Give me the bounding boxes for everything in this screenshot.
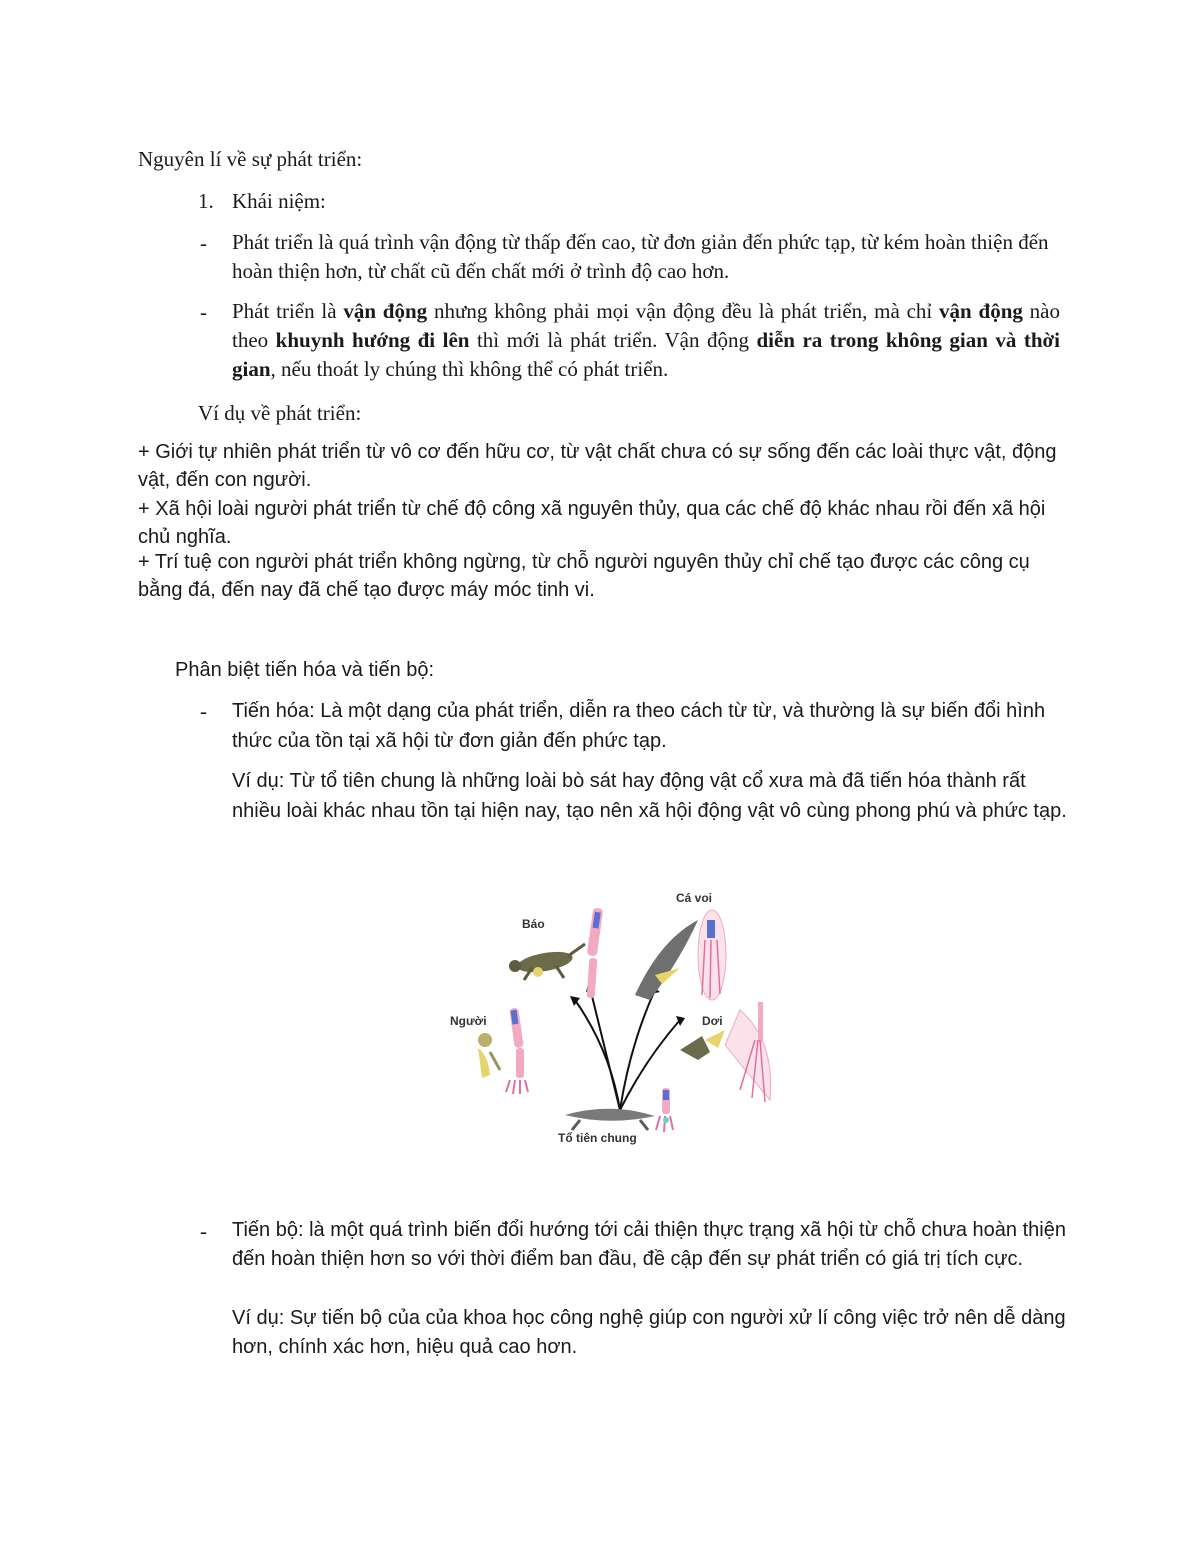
bat-illustration bbox=[680, 1030, 725, 1060]
section-number: 1. bbox=[198, 189, 214, 213]
cheetah-limb-bones bbox=[587, 908, 604, 999]
bat-wing-bones bbox=[725, 1002, 771, 1102]
progress-definition: Tiến bộ: là một quá trình biến đổi hướng tới cải thiện thực trạng xã hội từ chỗ chưa hoàn thiện đến hoàn thiện hơn so với thời điểm ban đầu, đề cập đến sự phát triển có giá trị tích cực. bbox=[232, 1219, 1066, 1270]
text-run: nào theo bbox=[232, 299, 1060, 352]
progress-example: Ví dụ: Sự tiến bộ của của khoa học công nghệ giúp con người xử lí công việc trở nên dễ dàng hơn, chính xác hơn, hiệu quả cao hơn. bbox=[232, 1307, 1066, 1358]
label-ancestor: Tổ tiên chung bbox=[558, 1131, 637, 1145]
bullet-dash: - bbox=[200, 300, 207, 324]
example-item-2: + Xã hội loài người phát triển từ chế độ công xã nguyên thủy, qua các chế độ khác nhau rồi đến xã hội chủ nghĩa. bbox=[138, 498, 1046, 548]
section-title: Khái niệm: bbox=[232, 189, 326, 213]
bold-run: diễn ra trong không gian và thời gian bbox=[232, 328, 1061, 381]
label-cheetah: Báo bbox=[522, 917, 545, 931]
bold-run: vận động bbox=[343, 299, 428, 323]
label-whale: Cá voi bbox=[676, 891, 713, 905]
human-illustration bbox=[478, 1033, 500, 1078]
definition-paragraph-2 bbox=[232, 297, 1060, 384]
text-run: , nếu thoát ly chúng thì không thể có phát triển. bbox=[270, 357, 669, 381]
examples-title: Ví dụ về phát triển: bbox=[198, 401, 362, 425]
ancestor-illustration bbox=[565, 1109, 655, 1130]
evolution-example: Ví dụ: Từ tổ tiên chung là những loài bò sát hay động vật cổ xưa mà đã tiến hóa thành rất nhiều loài khác nhau tồn tại hiện nay, tạo nên xã hội động vật vô cùng phong phú và phức tạp. bbox=[232, 770, 1067, 822]
arrow-to-whale bbox=[620, 990, 655, 1110]
cheetah-illustration bbox=[509, 944, 585, 980]
example-item-1: + Giới tự nhiên phát triển từ vô cơ đến hữu cơ, từ vật chất chưa có sự sống đến các loài thực vật, động vật, đến con người. bbox=[138, 441, 1057, 491]
bold-run: vận động bbox=[939, 299, 1023, 323]
definition-paragraph-1: Phát triển là quá trình vận động từ thấp đến cao, từ đơn giản đến phức tạp, từ kém hoàn thiện đến hoàn thiện hơn, từ chất cũ đến chất mới ở trình độ cao hơn. bbox=[232, 230, 1049, 283]
distinction-title: Phân biệt tiến hóa và tiến bộ: bbox=[175, 659, 435, 681]
example-item-3: + Trí tuệ con người phát triển không ngừng, từ chỗ người nguyên thủy chỉ chế tạo được các công cụ bằng đá, đến nay đã chế tạo được máy móc tinh vi. bbox=[138, 551, 1030, 601]
text-run: thì mới là phát triển. Vận động bbox=[469, 328, 757, 352]
page-heading: Nguyên lí về sự phát triển: bbox=[138, 147, 363, 171]
label-human: Người bbox=[450, 1014, 487, 1028]
bullet-dash: - bbox=[200, 231, 207, 255]
bullet-dash: - bbox=[200, 699, 207, 723]
text-run: nhưng không phải mọi vận động đều là phát triển, mà chỉ bbox=[427, 299, 940, 323]
whale-illustration bbox=[635, 920, 698, 1000]
whale-flipper-bones bbox=[698, 910, 726, 1000]
arrow-to-cheetah bbox=[590, 988, 620, 1110]
human-arm-bones bbox=[506, 1007, 528, 1094]
label-bat: Dơi bbox=[702, 1014, 723, 1028]
bullet-dash: - bbox=[200, 1219, 207, 1243]
evolution-figure bbox=[440, 880, 790, 1150]
ancestor-limb-bones bbox=[656, 1088, 673, 1132]
evolution-definition: Tiến hóa: Là một dạng của phát triển, diễn ra theo cách từ từ, và thường là sự biến đổi hình thức của tồn tại xã hội từ đơn giản đến phức tạp. bbox=[232, 700, 1046, 752]
bold-run: khuynh hướng đi lên bbox=[275, 328, 470, 352]
text-run: Phát triển là bbox=[232, 299, 344, 323]
